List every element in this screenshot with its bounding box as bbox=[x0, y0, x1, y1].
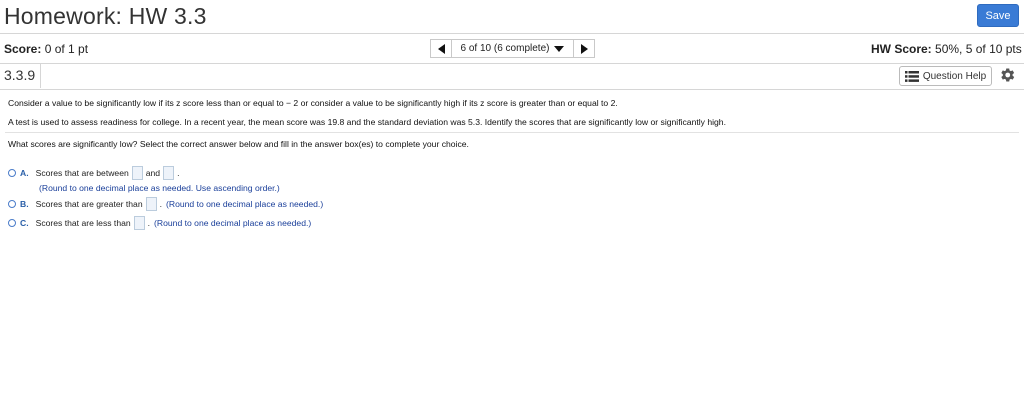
divider bbox=[5, 132, 1019, 133]
option-b-hint: (Round to one decimal place as needed.) bbox=[166, 199, 324, 209]
answer-box-b[interactable] bbox=[146, 197, 157, 211]
option-a-period: . bbox=[177, 168, 180, 178]
score-value: 0 of 1 pt bbox=[44, 42, 89, 56]
save-button[interactable]: Save bbox=[977, 4, 1019, 27]
question-selector[interactable] bbox=[452, 39, 573, 58]
option-c-letter: C. bbox=[20, 218, 29, 228]
gear-icon[interactable] bbox=[998, 66, 1016, 84]
triangle-right-icon bbox=[581, 44, 588, 54]
option-b-letter: B. bbox=[20, 199, 29, 209]
list-icon bbox=[905, 71, 919, 82]
divider bbox=[0, 33, 1024, 34]
hw-score-label: HW Score: bbox=[871, 42, 932, 56]
option-a-radio[interactable] bbox=[8, 169, 16, 177]
page-title: Homework: HW 3.3 bbox=[4, 3, 207, 29]
question-prompt: What scores are significantly low? Select the correct answer below and fill in the answer box(es) to complete your choice. bbox=[8, 139, 469, 149]
next-question-button[interactable] bbox=[573, 39, 595, 58]
question-number: 3.3.9 bbox=[4, 67, 36, 83]
option-b-radio[interactable] bbox=[8, 200, 16, 208]
question-help-button[interactable] bbox=[899, 66, 992, 86]
previous-question-button[interactable] bbox=[430, 39, 452, 58]
score-label: Score: bbox=[4, 42, 42, 56]
option-c-text: Scores that are less than bbox=[35, 218, 131, 228]
answer-box-a2[interactable] bbox=[163, 166, 174, 180]
question-body: A test is used to assess readiness for college. In a recent year, the mean score was 19.8 and the standard deviation was 5.3. Identify the scores that are significantly low or significantly high. bbox=[8, 117, 726, 127]
score bbox=[4, 42, 88, 56]
option-a-letter: A. bbox=[20, 168, 29, 178]
option-b bbox=[8, 197, 323, 211]
question-intro: Consider a value to be significantly low if its z score less than or equal to − 2 or consider a value to be significantly high if its z score is greater than or equal to 2. bbox=[8, 98, 618, 108]
option-a-hint: (Round to one decimal place as needed. Use ascending order.) bbox=[39, 183, 280, 193]
answer-box-a1[interactable] bbox=[132, 166, 143, 180]
question-help-label: Question Help bbox=[922, 70, 987, 82]
option-a bbox=[8, 166, 179, 180]
question-selector-label: 6 of 10 (6 complete) bbox=[460, 43, 550, 54]
option-a-text: Scores that are between bbox=[35, 168, 129, 178]
triangle-left-icon bbox=[438, 44, 445, 54]
option-c-period: . bbox=[147, 218, 151, 228]
option-b-text: Scores that are greater than bbox=[35, 199, 143, 209]
divider bbox=[0, 63, 1024, 64]
option-c bbox=[8, 216, 311, 230]
divider bbox=[40, 64, 41, 88]
hw-score bbox=[871, 42, 1022, 56]
hw-score-value: 50%, 5 of 10 pts bbox=[935, 42, 1022, 56]
answer-box-c[interactable] bbox=[134, 216, 145, 230]
option-b-period: . bbox=[159, 199, 162, 209]
triangle-down-icon bbox=[554, 46, 564, 52]
divider bbox=[0, 89, 1024, 90]
option-c-radio[interactable] bbox=[8, 219, 16, 227]
option-c-hint: (Round to one decimal place as needed.) bbox=[154, 218, 312, 228]
option-a-and: and bbox=[145, 168, 161, 178]
